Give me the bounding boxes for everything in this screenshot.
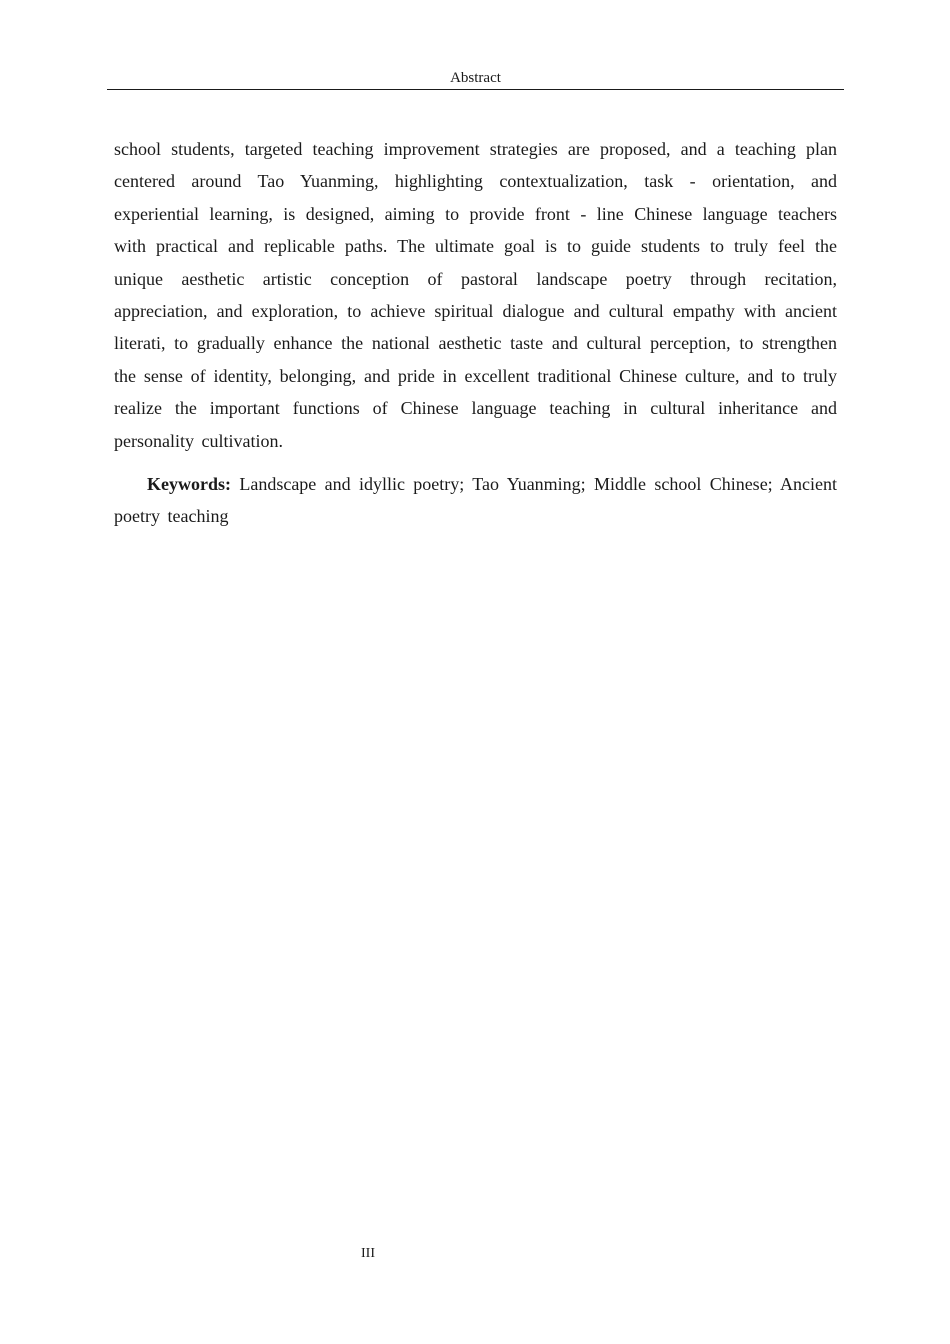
page-number: III bbox=[361, 1246, 375, 1261]
abstract-body bbox=[114, 133, 837, 533]
abstract-paragraph: school students, targeted teaching improvement strategies are proposed, and a teaching plan centered around Tao Yuanming, highlighting contextualization, task - orientation, and experiential learning, is designed, aiming to provide front - line Chinese language teachers with practical and replicable paths. The ultimate goal is to guide students to truly feel the unique aesthetic artistic conception of pastoral landscape poetry through recitation, appreciation, and exploration, to achieve spiritual dialogue and cultural empathy with ancient literati, to gradually enhance the national aesthetic taste and cultural perception, to strengthen the sense of identity, belonging, and pride in excellent traditional Chinese culture, and to truly realize the important functions of Chinese language teaching in cultural inheritance and personality cultivation. bbox=[114, 139, 837, 451]
keywords-line bbox=[114, 468, 837, 533]
running-header-title: Abstract bbox=[450, 70, 501, 86]
header-rule bbox=[107, 89, 844, 90]
keywords-label: Keywords: bbox=[147, 474, 231, 495]
keywords-text: Landscape and idyllic poetry; Tao Yuanming; Middle school Chinese; Ancient poetry teaching bbox=[114, 474, 838, 527]
